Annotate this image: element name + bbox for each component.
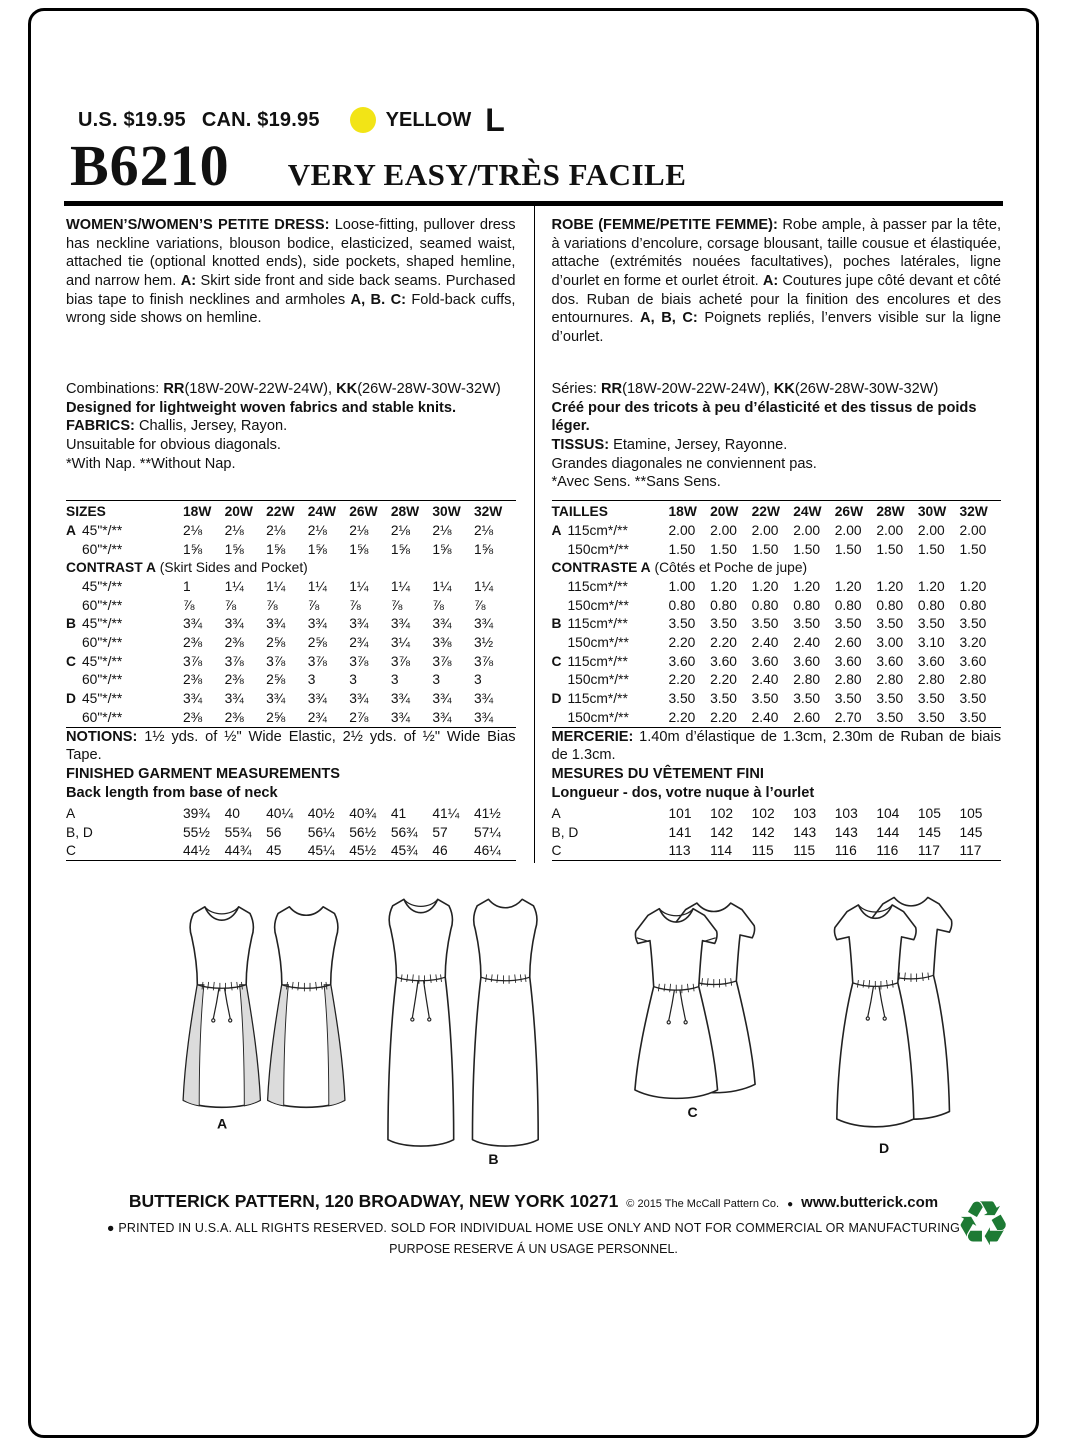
table-header-row: SIZES 18W 20W 22W 24W 26W 28W 30W 32W bbox=[66, 500, 516, 521]
garment-line-drawings bbox=[64, 877, 1003, 1177]
copyright-notice: © 2015 The McCall Pattern Co. bbox=[626, 1198, 780, 1211]
table-row: A 39¾ 40 40¼ 40½ 40¾ 41 41¼ 41½ bbox=[66, 805, 501, 821]
color-name-label: YELLOW bbox=[385, 108, 472, 131]
table-row: 115cm*/** 1.00 1.20 1.20 1.20 1.20 1.20 1.20 1.20 bbox=[567, 579, 987, 595]
table-header-row: TAILLES 18W 20W 22W 24W 26W 28W 30W 32W bbox=[552, 500, 1002, 521]
table-row: 150cm*/** 2.20 2.20 2.40 2.40 2.60 3.00 3.10 3.20 bbox=[567, 634, 987, 650]
notions-english: NOTIONS: 1½ yds. of ½" Wide Elastic, 2½ yds. of ½" Wide Bias Tape. bbox=[66, 728, 516, 764]
table-row: B, D 141 142 142 143 143 144 145 145 bbox=[551, 824, 983, 840]
view-c-drawings bbox=[635, 903, 755, 1120]
fabric-info-french bbox=[552, 380, 1002, 498]
notions-french: MERCERIE: 1.40m d’élastique de 1.3cm, 2.30m de Ruban de biais de 1.3cm. bbox=[551, 728, 1001, 764]
finished-title-french: MESURES DU VÊTEMENT FINI bbox=[551, 766, 764, 783]
column-divider bbox=[534, 206, 536, 864]
view-d-drawings bbox=[835, 898, 952, 1156]
yardage-table-english bbox=[66, 500, 516, 728]
table-row: CONTRASTE A (Côtés et Poche de jupe) bbox=[551, 560, 808, 576]
table-row: 60"*/** ⅞ ⅞ ⅞ ⅞ ⅞ ⅞ ⅞ ⅞ bbox=[82, 597, 486, 613]
fabric-info-english bbox=[66, 380, 516, 498]
view-b-drawings bbox=[388, 900, 538, 1168]
difficulty-tagline: VERY EASY/TRÈS FACILE bbox=[287, 157, 687, 192]
english-column bbox=[64, 216, 534, 864]
fabrics-french: TISSUS: Etamine, Jersey, Rayonne. bbox=[551, 436, 788, 453]
fabrics-english: FABRICS: Challis, Jersey, Rayon. bbox=[66, 418, 288, 435]
french-column bbox=[534, 216, 1004, 864]
price-us: U.S. $19.95 bbox=[78, 108, 186, 131]
table-row: 60"*/** 2⅜ 2⅜ 2⅝ 2¾ 2⅞ 3¾ 3¾ 3¾ bbox=[82, 709, 494, 725]
table-row: 60"*/** 1⅝ 1⅝ 1⅝ 1⅝ 1⅝ 1⅝ 1⅝ 1⅝ bbox=[82, 541, 494, 557]
table-row: 150cm*/** 1.50 1.50 1.50 1.50 1.50 1.50 1.50 1.50 bbox=[567, 541, 987, 557]
finished-table-english bbox=[66, 804, 516, 861]
unsuitable-english: Unsuitable for obvious diagonals. bbox=[66, 436, 281, 453]
publisher-address: BUTTERICK PATTERN, 120 BROADWAY, NEW YORK 10271 bbox=[128, 1191, 619, 1212]
table-row: B, D 55½ 55¾ 56 56¼ 56½ 56¾ 57 57¼ bbox=[66, 824, 501, 840]
yellow-color-dot bbox=[350, 107, 376, 133]
designed-for-french: Créé pour des tricots à peu d’élasticité et des tissus de poids léger. bbox=[551, 399, 977, 435]
table-row: B 45"*/** 3¾ 3¾ 3¾ 3¾ 3¾ 3¾ 3¾ 3¾ bbox=[66, 616, 494, 632]
table-row: 60"*/** 2⅜ 2⅜ 2⅝ 3 3 3 3 3 bbox=[82, 672, 482, 688]
combinations-english: Combinations: RR(18W-20W-22W-24W), KK(26W-28W-30W-32W) bbox=[66, 380, 501, 397]
finished-table-french bbox=[552, 804, 1002, 861]
finished-subtitle-french: Longueur - dos, votre nuque à l’ourlet bbox=[551, 784, 815, 801]
description-english: WOMEN’S/WOMEN’S PETITE DRESS: Loose-fitting, pullover dress has neckline variations, blouson bodice, elasticized, seamed waist, attached tie (optional knotted ends), side pockets, shaped hemline, and narrow hem. A: Skirt side front and side back seams. Purchased bias tape to finish necklines and armholes A, B. C: Fold-back cuffs, wrong side shows on hemline. bbox=[66, 216, 516, 327]
table-row: A 101 102 102 103 103 104 105 105 bbox=[551, 805, 983, 821]
table-row: C 115cm*/** 3.60 3.60 3.60 3.60 3.60 3.60 3.60 3.60 bbox=[551, 653, 987, 669]
table-row: A 45"*/** 2⅛ 2⅛ 2⅛ 2⅛ 2⅛ 2⅛ 2⅛ 2⅛ bbox=[66, 523, 494, 539]
table-row: 150cm*/** 0.80 0.80 0.80 0.80 0.80 0.80 0.80 0.80 bbox=[567, 597, 987, 613]
view-label-b: B bbox=[488, 1151, 499, 1168]
table-row: CONTRAST A (Skirt Sides and Pocket) bbox=[66, 560, 308, 576]
table-row: 45"*/** 1 1¼ 1¼ 1¼ 1¼ 1¼ 1¼ 1¼ bbox=[82, 579, 494, 595]
view-label-d: D bbox=[879, 1140, 890, 1157]
table-row: 150cm*/** 2.20 2.20 2.40 2.80 2.80 2.80 2.80 2.80 bbox=[567, 672, 987, 688]
table-row: B 115cm*/** 3.50 3.50 3.50 3.50 3.50 3.50 3.50 3.50 bbox=[551, 616, 987, 632]
table-row: D 45"*/** 3¾ 3¾ 3¾ 3¾ 3¾ 3¾ 3¾ 3¾ bbox=[66, 690, 494, 706]
finished-title-english: FINISHED GARMENT MEASUREMENTS bbox=[66, 766, 341, 783]
description-columns bbox=[64, 216, 1003, 864]
unsuitable-french: Grandes diagonales ne conviennent pas. bbox=[551, 455, 817, 472]
recycle-icon: ♻ bbox=[955, 1187, 1011, 1261]
yardage-table-french bbox=[552, 500, 1002, 728]
table-row: D 115cm*/** 3.50 3.50 3.50 3.50 3.50 3.50 3.50 3.50 bbox=[551, 690, 987, 706]
finished-subtitle-english: Back length from base of neck bbox=[66, 784, 278, 801]
table-row: C 113 114 115 115 116 116 117 117 bbox=[551, 843, 982, 859]
nap-note-french: *Avec Sens. **Sans Sens. bbox=[551, 474, 721, 491]
nap-note-english: *With Nap. **Without Nap. bbox=[66, 455, 236, 472]
table-row: 60"*/** 2⅜ 2⅜ 2⅝ 2⅝ 2¾ 3¼ 3⅜ 3½ bbox=[82, 634, 494, 650]
dress-views-svg bbox=[64, 877, 1003, 1177]
view-label-c: C bbox=[687, 1104, 698, 1121]
view-label-a: A bbox=[217, 1115, 228, 1132]
designed-for-english: Designed for lightweight woven fabrics and stable knits. bbox=[66, 399, 457, 416]
description-french: ROBE (FEMME/PETITE FEMME): Robe ample, à passer par la tête, à variations d’encolure, corsage blousant, taille cousue et élastiquée, attache (extrémités nouées facultatives), poches latérales, ligne d’ourlet en forme et ourlet étroit. A: Coutures jupe côté devant et côté dos. Ruban de biais acheté pour la finition des encolures et des entournures. A, B, C: Poignets repliés, l’envers visible sur la ligne d’ourlet. bbox=[551, 216, 1002, 345]
bullet-separator: ● bbox=[787, 1199, 794, 1211]
table-row: A 115cm*/** 2.00 2.00 2.00 2.00 2.00 2.00 2.00 2.00 bbox=[551, 523, 987, 539]
table-row: C 44½ 44¾ 45 45¼ 45½ 45¾ 46 46¼ bbox=[66, 843, 501, 859]
title-row bbox=[64, 133, 1003, 198]
price-can: CAN. $19.95 bbox=[201, 108, 320, 131]
rights-line: ● PRINTED IN U.S.A. ALL RIGHTS RESERVED. SOLD FOR INDIVIDUAL HOME USE ONLY AND NOT FOR COMMERCIAL OR MANUFACTURING bbox=[106, 1221, 961, 1236]
table-row: 150cm*/** 2.20 2.20 2.40 2.60 2.70 3.50 3.50 3.50 bbox=[567, 709, 987, 725]
table-row: C 45"*/** 3⅞ 3⅞ 3⅞ 3⅞ 3⅞ 3⅞ 3⅞ 3⅞ bbox=[66, 653, 494, 669]
combinations-french: Séries: RR(18W-20W-22W-24W), KK(26W-28W-30W-32W) bbox=[551, 380, 939, 397]
price-row bbox=[64, 104, 1003, 136]
pattern-number: B6210 bbox=[70, 133, 230, 198]
footer bbox=[64, 1187, 1011, 1261]
rights-line-2: PURPOSE RESERVE Á UN USAGE PERSONNEL. bbox=[389, 1242, 678, 1257]
size-letter: L bbox=[485, 102, 505, 138]
website-url: www.butterick.com bbox=[801, 1194, 939, 1212]
footer-address-line bbox=[64, 1191, 1003, 1212]
view-a-drawings bbox=[183, 907, 345, 1132]
